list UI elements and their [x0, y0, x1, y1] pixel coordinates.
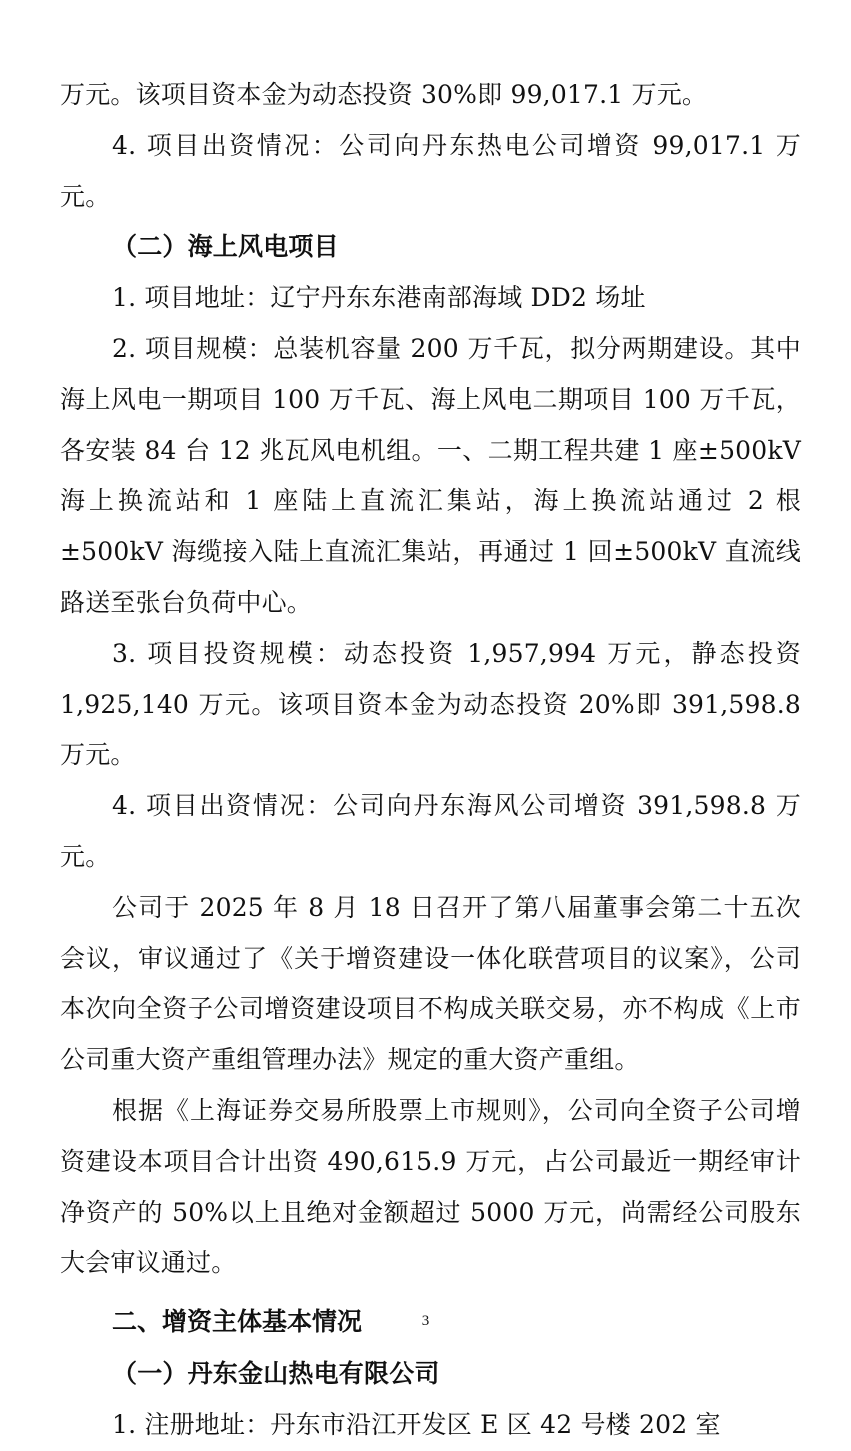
paragraph-project-scale: 2. 项目规模：总装机容量 200 万千瓦，拟分两期建设。其中海上风电一期项目 100 万千瓦、海上风电二期项目 100 万千瓦，各安装 84 台 12 兆瓦风电机组。一、二期工程共建 1 座±500kV 海上换流站和 1 座陆上直流汇集站，海上换流站通过 2 根±500kV 海缆接入陆上直流汇集站，再通过 1 回±500kV 直流线路送至张台负荷中心。 — [60, 333, 801, 617]
subheading-jinshan-thermal: （一）丹东金山热电有限公司 — [112, 1359, 440, 1389]
paragraph-funding-wind: 4. 项目出资情况：公司向丹东海风公司增资 391,598.8 万元。 — [60, 791, 801, 871]
page-number: 3 — [421, 1313, 430, 1329]
paragraph-capital-thermal: 万元。该项目资本金为动态投资 30%即 99,017.1 万元。 — [60, 80, 708, 109]
section-heading-entity-info: 二、增资主体基本情况 — [112, 1307, 363, 1337]
subheading-offshore-wind: （二）海上风电项目 — [112, 232, 339, 262]
paragraph-funding-thermal: 4. 项目出资情况：公司向丹东热电公司增资 99,017.1 万元。 — [60, 130, 801, 211]
paragraph-registered-address: 1. 注册地址：丹东市沿江开发区 E 区 42 号楼 202 室 — [112, 1409, 721, 1439]
paragraph-listing-rules: 根据《上海证券交易所股票上市规则》，公司向全资子公司增资建设本项目合计出资 490,615.9 万元，占公司最近一期经审计净资产的 50%以上且绝对金额超过 5000 万元，尚需经公司股东大会审议通过。 — [60, 1095, 801, 1278]
paragraph-board-meeting: 公司于 2025 年 8 月 18 日召开了第八届董事会第二十五次会议，审议通过了《关于增资建设一体化联营项目的议案》，公司本次向全资子公司增资建设项目不构成关联交易，亦不构成《上市公司重大资产重组管理办法》规定的重大资产重组。 — [60, 892, 801, 1075]
paragraph-investment-scale: 3. 项目投资规模：动态投资 1,957,994 万元，静态投资 1,925,140 万元。该项目资本金为动态投资 20%即 391,598.8 万元。 — [60, 638, 801, 770]
document-body — [60, 70, 801, 1451]
paragraph-project-address: 1. 项目地址：辽宁丹东东港南部海域 DD2 场址 — [112, 283, 646, 313]
